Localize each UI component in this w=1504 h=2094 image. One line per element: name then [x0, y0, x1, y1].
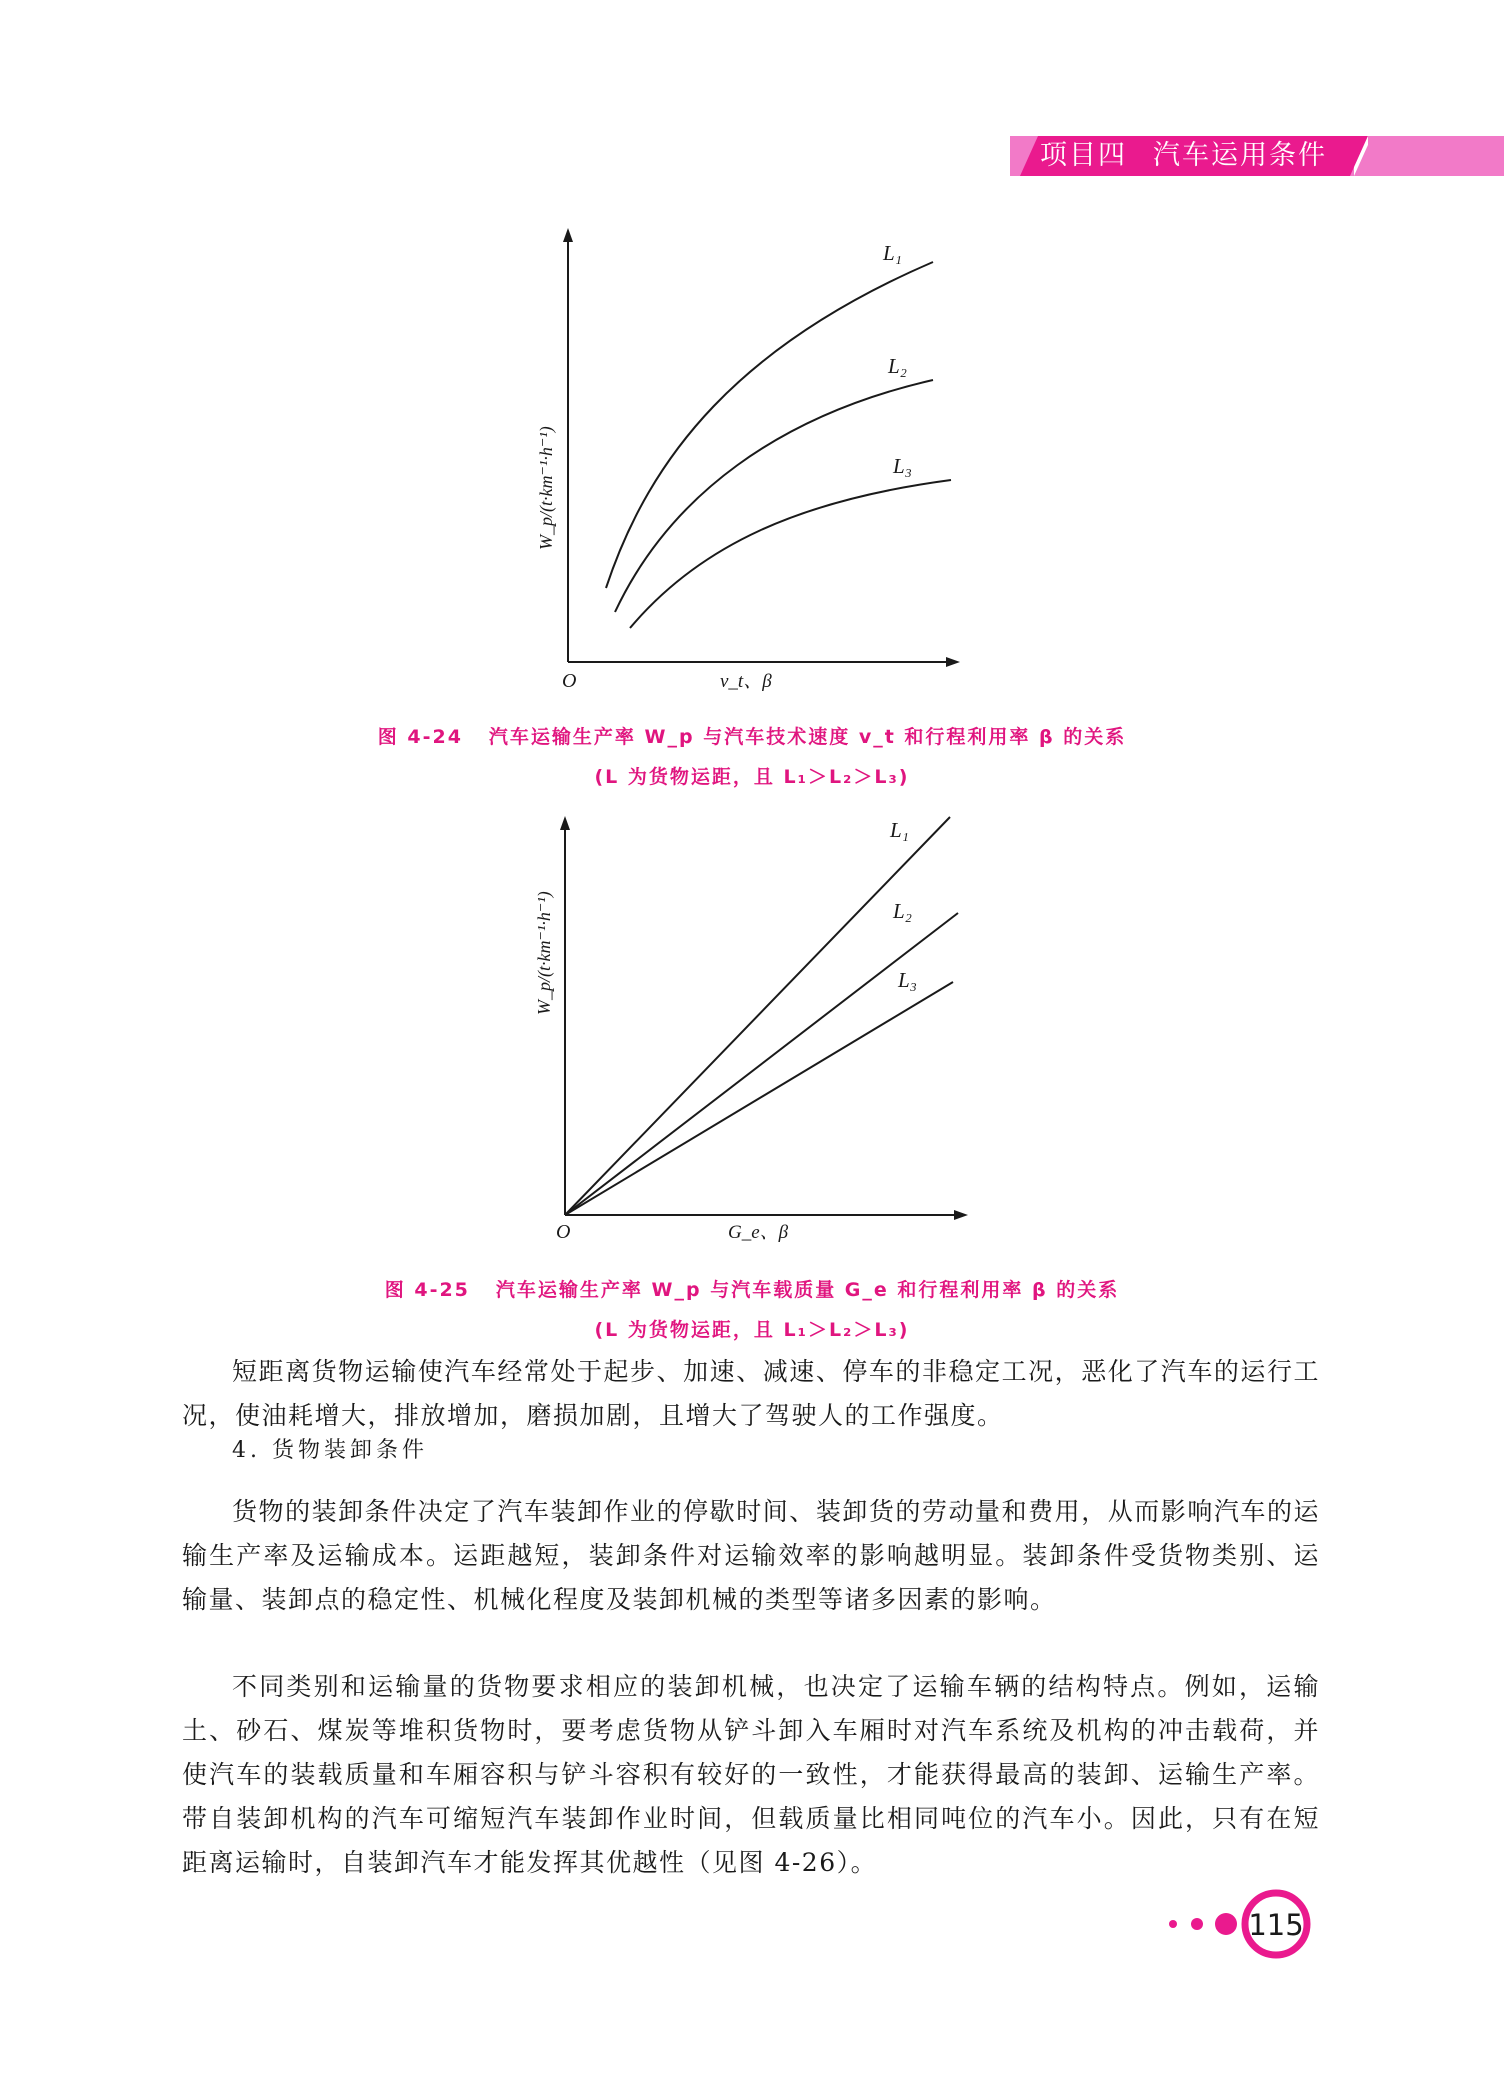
figure-4-25-caption [0, 1275, 1504, 1302]
label-l3: L₃ [893, 454, 912, 478]
figure-4-25-chart [500, 810, 980, 1250]
x-axis-label: v_t、β [720, 671, 772, 692]
x-axis-arrow-icon [954, 1210, 968, 1220]
label-l2: L₂ [888, 354, 907, 378]
paragraph-loading-machinery: 不同类别和运输量的货物要求相应的装卸机械，也决定了运输车辆的结构特点。例如，运输土、砂石、煤炭等堆积货物时，要考虑货物从铲斗卸入车厢时对汽车系统及机构的冲击载荷，并使汽车的装载质量和车厢容积与铲斗容积有较好的一致性，才能获得最高的装卸、运输生产率。带自装卸机构的汽车可缩短汽车装卸作业时间，但载质量比相同吨位的汽车小。因此，只有在短距离运输时，自装卸汽车才能发挥其优越性（见图 4-26）。 [182, 1672, 1320, 1877]
label-l1: L₁ [890, 818, 909, 842]
header-title: 汽车运用条件 [1153, 140, 1327, 171]
y-axis-label: W_p/(t·km⁻¹·h⁻¹) [534, 891, 554, 1015]
dot-large-icon [1215, 1913, 1237, 1935]
origin-label: O [556, 1221, 571, 1243]
dot-small-icon [1169, 1920, 1177, 1928]
figure-4-25-number: 图 4-25 [384, 1279, 470, 1301]
page-number-badge [1160, 1888, 1320, 1968]
y-axis-label: W_p/(t·km⁻¹·h⁻¹) [536, 426, 556, 550]
line-l3 [565, 982, 953, 1215]
running-header [1040, 136, 1360, 176]
section-heading: 4. 货物装卸条件 [232, 1438, 428, 1463]
curve-l3 [630, 480, 951, 628]
figure-4-25 [500, 810, 980, 1250]
header-chapter: 项目四 [1040, 140, 1127, 171]
y-axis-arrow-icon [560, 816, 570, 830]
x-axis-arrow-icon [946, 657, 960, 667]
figure-4-24 [500, 225, 980, 695]
figure-4-24-number: 图 4-24 [377, 726, 463, 748]
origin-label: O [562, 670, 577, 692]
figure-4-24-caption [0, 722, 1504, 749]
figure-4-25-note: (L 为货物运距，且 L₁＞L₂＞L₃) [594, 1319, 910, 1341]
curve-l1 [606, 262, 933, 588]
x-axis-label: G_e、β [728, 1222, 789, 1243]
label-l2: L₂ [893, 899, 912, 923]
line-l2 [565, 913, 958, 1215]
page-marker [1160, 1888, 1320, 1968]
line-l1 [565, 817, 950, 1215]
dot-medium-icon [1191, 1918, 1203, 1930]
y-axis-arrow-icon [563, 228, 573, 242]
figure-4-25-title: 汽车运输生产率 W_p 与汽车载质量 G_e 和行程利用率 β 的关系 [495, 1279, 1120, 1301]
label-l1: L₁ [883, 241, 902, 265]
figure-4-24-note: (L 为货物运距，且 L₁＞L₂＞L₃) [594, 766, 910, 788]
curve-l2 [615, 380, 933, 612]
paragraph-short-distance: 短距离货物运输使汽车经常处于起步、加速、减速、停车的非稳定工况，恶化了汽车的运行工况，使油耗增大，排放增加，磨损加剧，且增大了驾驶人的工作强度。 [182, 1357, 1320, 1430]
paragraph-loading-conditions: 货物的装卸条件决定了汽车装卸作业的停歇时间、装卸货的劳动量和费用，从而影响汽车的运输生产率及运输成本。运距越短，装卸条件对运输效率的影响越明显。装卸条件受货物类别、运输量、装卸点的稳定性、机械化程度及装卸机械的类型等诸多因素的影响。 [182, 1497, 1320, 1614]
page-number: 115 [1248, 1908, 1304, 1942]
label-l3: L₃ [898, 968, 917, 992]
figure-4-24-title: 汽车运输生产率 W_p 与汽车技术速度 v_t 和行程利用率 β 的关系 [488, 726, 1127, 748]
figure-4-24-chart [500, 225, 980, 695]
